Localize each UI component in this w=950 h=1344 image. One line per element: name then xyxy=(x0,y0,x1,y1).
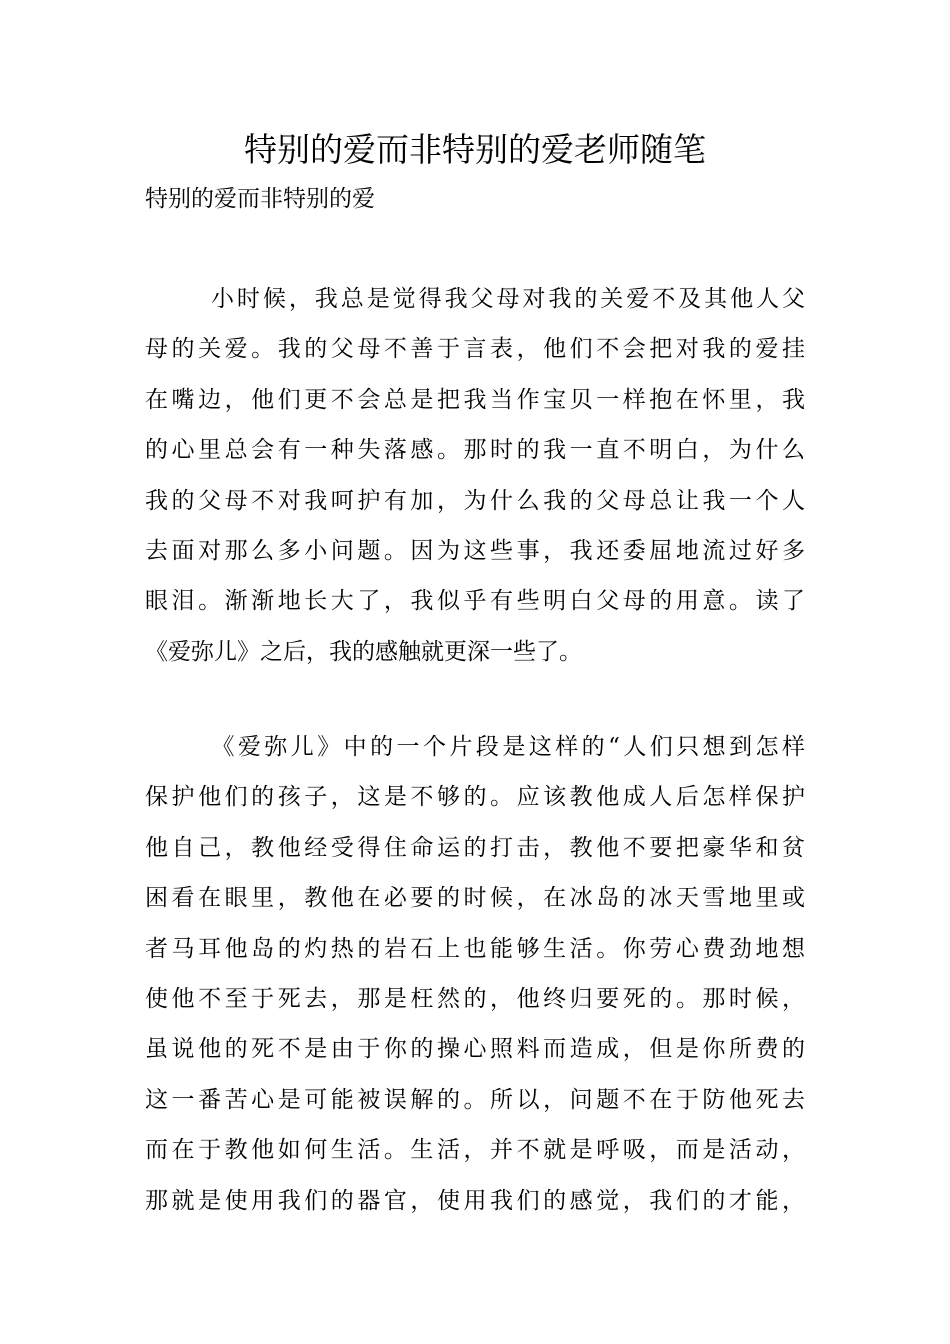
paragraph-line: 《爱弥儿》中的一个片段是这样的“人们只想到怎样 xyxy=(208,734,805,760)
paragraph-line: 的心里总会有一种失落感。那时的我一直不明白，为什么 xyxy=(145,437,805,464)
paragraph-line: 《爱弥儿》之后，我的感触就更深一些了。 xyxy=(145,638,582,665)
paragraph-line: 使他不至于死去，那是枉然的，他终归要死的。那时候， xyxy=(145,986,805,1013)
paragraph-2 xyxy=(145,722,805,1226)
paragraph-line: 在嘴边，他们更不会总是把我当作宝贝一样抱在怀里，我 xyxy=(145,386,805,413)
paragraph-line: 保护他们的孩子，这是不够的。应该教他成人后怎样保护 xyxy=(145,784,805,811)
paragraph-line: 者马耳他岛的灼热的岩石上也能够生活。你劳心费劲地想 xyxy=(145,935,805,962)
paragraph-line: 母的关爱。我的父母不善于言表，他们不会把对我的爱挂 xyxy=(145,336,805,363)
document-title: 特别的爱而非特别的爱老师随笔 xyxy=(244,130,706,169)
paragraph-line: 困看在眼里，教他在必要的时候，在冰岛的冰天雪地里或 xyxy=(145,885,805,912)
paragraph-line: 虽说他的死不是由于你的操心照料而造成，但是你所费的 xyxy=(145,1036,805,1063)
paragraph-line: 这一番苦心是可能被误解的。所以，问题不在于防他死去 xyxy=(145,1086,805,1113)
paragraph-line: 眼泪。渐渐地长大了，我似乎有些明白父母的用意。读了 xyxy=(145,588,805,615)
paragraph-1 xyxy=(145,274,805,677)
paragraph-line: 小时候，我总是觉得我父母对我的关爱不及其他人父 xyxy=(208,286,805,312)
paragraph-line: 我的父母不对我呵护有加，为什么我的父母总让我一个人 xyxy=(145,487,805,514)
paragraph-line: 那就是使用我们的器官，使用我们的感觉，我们的才能， xyxy=(145,1187,805,1214)
paragraph-line: 他自己，教他经受得住命运的打击，教他不要把豪华和贫 xyxy=(145,834,805,861)
paragraph-line: 去面对那么多小问题。因为这些事，我还委屈地流过好多 xyxy=(145,538,805,565)
paragraph-line: 而在于教他如何生活。生活，并不就是呼吸，而是活动， xyxy=(145,1137,805,1164)
document-subtitle: 特别的爱而非特别的爱 xyxy=(145,186,375,212)
